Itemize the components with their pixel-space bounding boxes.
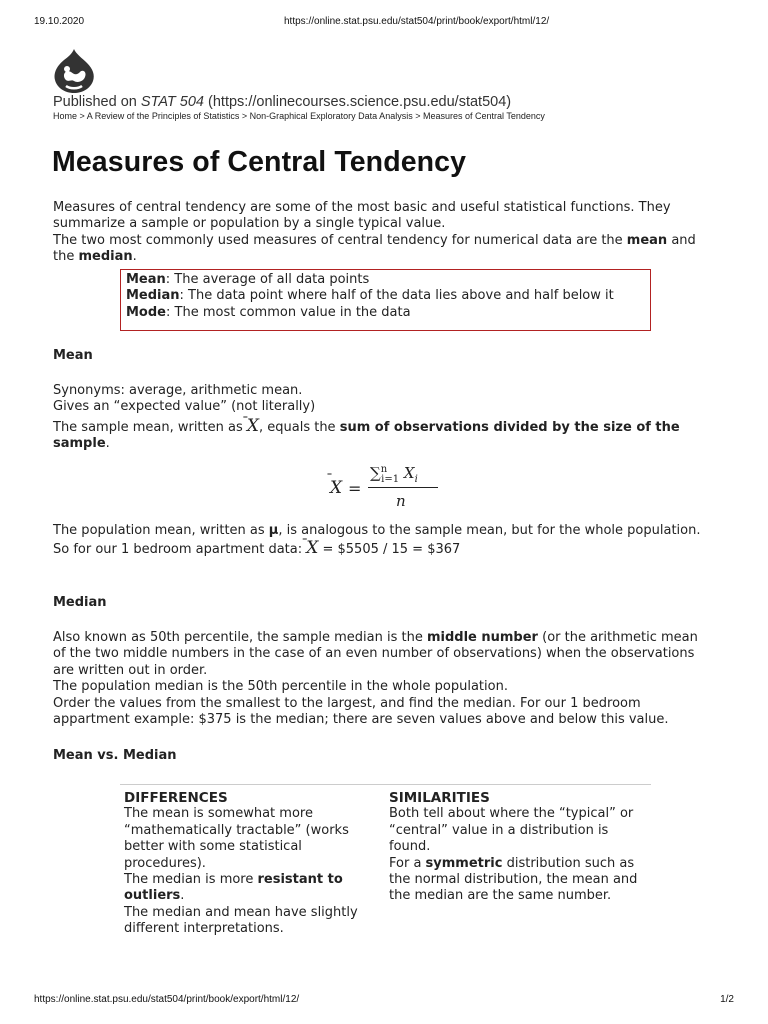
apartment-example: So for our 1 bedroom apartment data: X = $5505 / 15 = $367: [53, 538, 461, 559]
print-date: 19.10.2020: [34, 16, 85, 27]
intro-line-2: The two most commonly used measures of central tendency for numerical data are the mean and the median.: [53, 232, 696, 265]
comparison-table: [120, 784, 651, 945]
drupal-drop-icon: [52, 48, 96, 94]
footer-url: https://online.stat.psu.edu/stat504/print/book/export/html/12/: [34, 994, 300, 1005]
difference-1: The mean is somewhat more “mathematically tractable” (works better with some statistical procedures).: [124, 806, 349, 871]
breadcrumb-home[interactable]: Home: [53, 111, 78, 121]
formula-denominator: n: [396, 492, 406, 510]
heading-mean: Mean: [53, 348, 93, 363]
mean-synonyms: Synonyms: average, arithmetic mean.: [53, 383, 303, 398]
breadcrumb: [53, 111, 733, 121]
sample-mean-definition: sum of observations divided by the size of the sample: [53, 419, 680, 452]
median-p1: Also known as 50th percentile, the sample median is the middle number (or the arithmetic mean of the two middle numbers in the case of an even number of observations) when the observations are written out in order.: [53, 630, 698, 678]
similarities-header: SIMILARITIES: [389, 790, 490, 806]
term-median: median: [78, 249, 133, 265]
site-url[interactable]: (https://onlinecourses.science.psu.edu/stat504): [204, 94, 512, 110]
heading-mean-vs-median: Mean vs. Median: [53, 748, 177, 763]
breadcrumb-separator: >: [77, 111, 87, 121]
mean-body: [53, 383, 713, 453]
median-p3: Order the values from the smallest to the largest, and find the median. For our 1 bedroom appartment example: $375 is the median; there are seven values above and below this value.: [53, 695, 669, 728]
x-bar-symbol: X: [246, 415, 259, 436]
page-number: 1/2: [720, 994, 734, 1005]
middle-number: middle number: [426, 630, 538, 645]
formula-equals: =: [348, 479, 362, 498]
breadcrumb-eda[interactable]: Non-Graphical Exploratory Data Analysis: [249, 111, 413, 121]
term-mean: mean: [626, 232, 668, 248]
median-p2: The population median is the 50th percentile in the whole population.: [53, 679, 508, 695]
formula-lhs: X: [330, 478, 343, 498]
definitions-box: [120, 269, 651, 331]
breadcrumb-separator: >: [239, 111, 250, 121]
definition-mean: Mean: The average of all data points: [126, 272, 370, 287]
print-header: [34, 16, 734, 30]
mu-symbol: μ: [268, 523, 279, 538]
definition-median: Median: The data point where half of the data lies above and half below it: [126, 288, 614, 304]
intro-line-1: Measures of central tendency are some of the most basic and useful statistical functions. They summarize a sample or population by a single typical value.: [53, 200, 671, 232]
population-mean-body: [53, 523, 713, 559]
sample-mean-text: The sample mean, written as X, equals the sum of observations divided by the size of the sample.: [53, 415, 680, 452]
difference-2: The median is more resistant to outliers.: [124, 872, 343, 904]
print-footer: [34, 994, 734, 1008]
published-line: [53, 94, 511, 110]
published-prefix: Published on: [53, 94, 141, 110]
breadcrumb-review[interactable]: A Review of the Principles of Statistics: [86, 111, 240, 121]
page-title: Measures of Central Tendency: [52, 146, 467, 178]
differences-header: DIFFERENCES: [124, 790, 228, 806]
similarities-column: [389, 790, 651, 905]
x-bar-symbol: X: [306, 538, 319, 559]
fraction-bar: [368, 487, 438, 488]
formula-numerator: ∑$^n_{i=1}$ $X_i$: [370, 464, 418, 485]
heading-median: Median: [53, 595, 107, 610]
breadcrumb-separator: >: [412, 111, 423, 121]
site-name[interactable]: STAT 504: [140, 94, 205, 110]
population-mean-text: The population mean, written as μ, is analogous to the sample mean, but for the whole population.: [53, 523, 701, 538]
differences-column: [124, 790, 384, 938]
breadcrumb-current: Measures of Central Tendency: [422, 111, 545, 121]
print-url: https://online.stat.psu.edu/stat504/print/book/export/html/12/: [284, 16, 550, 27]
similarity-2: For a symmetric distribution such as the normal distribution, the mean and the median are the same number.: [389, 855, 638, 904]
intro: [53, 200, 713, 266]
sample-mean-formula: [330, 466, 450, 512]
similarity-1: Both tell about where the “typical” or “central” value in a distribution is found.: [389, 806, 634, 855]
definition-mode: Mode: The most common value in the data: [126, 304, 411, 320]
difference-3: The median and mean have slightly different interpretations.: [124, 904, 358, 937]
mean-expected: Gives an “expected value” (not literally): [53, 399, 316, 415]
median-body: [53, 630, 713, 728]
